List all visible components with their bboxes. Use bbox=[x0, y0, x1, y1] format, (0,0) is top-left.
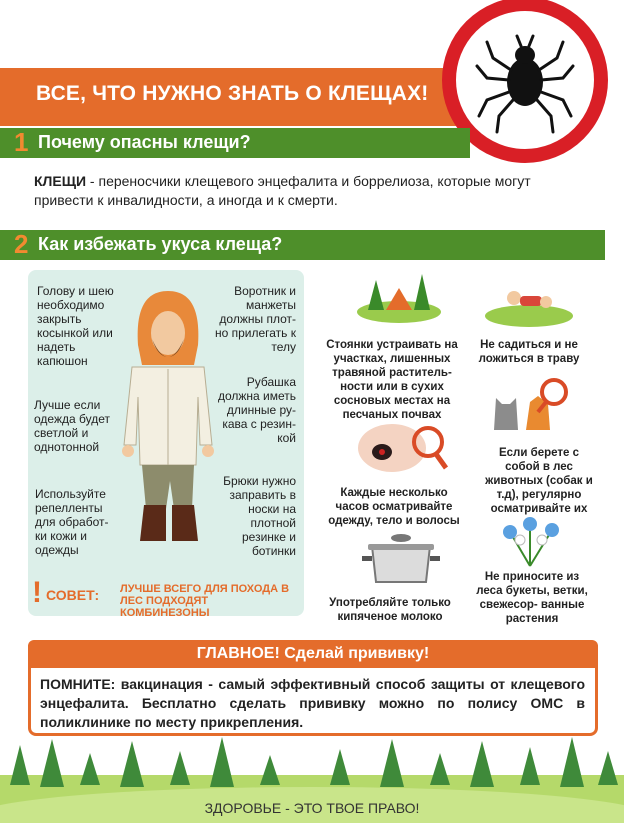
vaccination-body: вакцинация - самый эффективный способ защиты от клещевого энцефалита. Бесплатно сделать прививку можно по полису ОМС в поликлинике по месту прикрепления. bbox=[40, 676, 585, 730]
footer-slogan: ЗДОРОВЬЕ - ЭТО ТВОЕ ПРАВО! bbox=[204, 800, 420, 816]
cat-dog-magnifier-icon bbox=[490, 374, 574, 434]
label-head: Голову и шею необходимо закрыть косынкой или надеть капюшон bbox=[37, 284, 114, 368]
section-1-title: Почему опасны клещи? bbox=[38, 132, 251, 152]
boiling-pot-icon bbox=[358, 528, 444, 590]
label-pants: Брюки нужно заправить в носки на плотной резинке и ботинки bbox=[223, 474, 296, 558]
label-collar: Воротник и манжеты должны плот- но прилегать к телу bbox=[214, 284, 296, 354]
intro-body: - переносчики клещевого энцефалита и боррелиоза, которые могут привести к инвалидности, а иногда и к смерти. bbox=[34, 173, 531, 208]
advice-text: ЛУЧШЕ ВСЕГО ДЛЯ ПОХОДА В ЛЕС ПОДХОДЯТ КОМБИНЕЗОНЫ bbox=[120, 583, 290, 619]
tip-flowers: Не приносите из леса букеты, ветки, свежесор- ванные растения bbox=[476, 571, 588, 625]
flowers-bouquet-icon bbox=[490, 512, 570, 568]
advice-label: СОВЕТ: bbox=[46, 587, 100, 603]
intro-lead: КЛЕЩИ bbox=[34, 173, 87, 189]
label-shirt: Рубашка должна иметь длинные ру- кава с резин- кой bbox=[217, 375, 296, 445]
label-clothes: Лучше если одежда будет светлой и однотонной bbox=[34, 398, 110, 454]
hiker-illustration bbox=[112, 285, 224, 545]
vaccination-heading: ГЛАВНОЕ! Сделай прививку! bbox=[28, 640, 598, 668]
vaccination-text bbox=[40, 675, 585, 732]
intro-text bbox=[34, 172, 594, 210]
tick-magnifier-icon bbox=[352, 412, 452, 478]
campsite-icon bbox=[356, 266, 442, 324]
tip-pets: Если берете с собой в лес животных (собак и т.д), регулярно осматривайте их bbox=[485, 447, 593, 515]
tip-milk: Употребляйте только кипяченое молоко bbox=[329, 597, 451, 623]
section-1-number: 1 bbox=[14, 127, 29, 157]
page-title: ВСЕ, ЧТО НУЖНО ЗНАТЬ О КЛЕЩАХ! bbox=[36, 82, 429, 105]
vaccination-lead: ПОМНИТЕ: bbox=[40, 676, 116, 692]
section-2-number: 2 bbox=[14, 229, 29, 259]
tip-camp: Стоянки устраивать на участках, лишенных травяной раститель- ности или в сухих сосновых местах на песчаных почвах bbox=[326, 339, 458, 421]
tip-inspect: Каждые несколько часов осматривайте одежду, тело и волосы bbox=[328, 487, 460, 527]
tip-grass: Не садиться и не ложиться в траву bbox=[478, 339, 580, 365]
label-repellent: Используйте репелленты для обработ- ки кожи и одежды bbox=[35, 487, 109, 557]
advice-mark: ! bbox=[32, 576, 42, 609]
section-2-title: Как избежать укуса клеща? bbox=[38, 234, 283, 254]
people-on-grass-icon bbox=[484, 278, 574, 328]
